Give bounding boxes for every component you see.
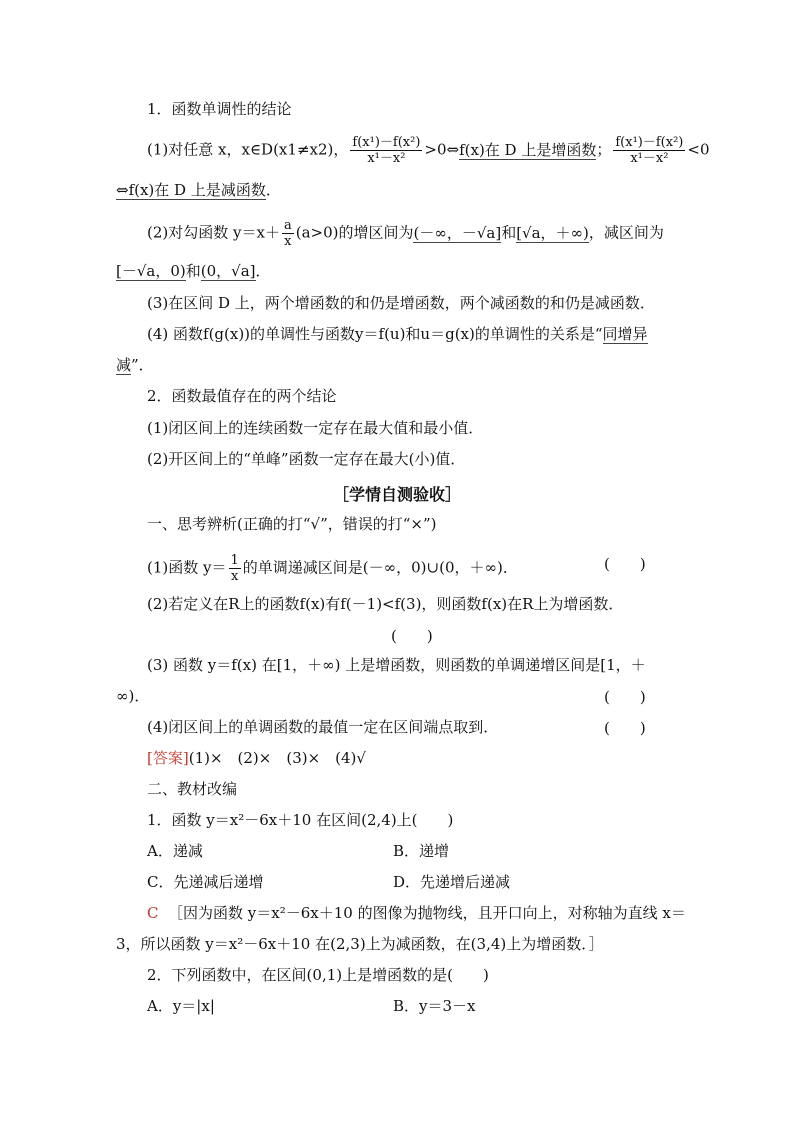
text: ≠x bbox=[296, 140, 318, 159]
fraction-3 bbox=[282, 218, 294, 249]
solution-line-2: 3，所以函数 y＝x²－6x＋10 在(2,3)上为减函数，在(3,4)上为增函数．］ bbox=[116, 935, 604, 953]
q1-item-1 bbox=[147, 553, 518, 584]
blank-fill: (－∞，－√a] bbox=[413, 223, 502, 242]
text: 和 bbox=[185, 262, 201, 280]
denominator: x¹－x² bbox=[630, 151, 669, 166]
line-1-1 bbox=[147, 135, 710, 166]
text: ，x bbox=[226, 140, 250, 159]
text: 2 bbox=[317, 140, 328, 159]
fraction-1 bbox=[350, 135, 422, 166]
text: 1 bbox=[287, 140, 297, 159]
choice-d: D．先递增后递减 bbox=[393, 873, 511, 891]
text: ∈D(x bbox=[249, 140, 288, 159]
numerator: a bbox=[283, 218, 292, 233]
numerator: f(x¹)－f(x²) bbox=[615, 135, 684, 150]
section-title-extrema: 2．函数最值存在的两个结论 bbox=[147, 387, 337, 405]
numerator: f(x¹)－f(x²) bbox=[352, 135, 421, 150]
text: ； bbox=[596, 140, 612, 159]
q2-problem-1: 1．函数 y＝x²－6x＋10 在区间(2,4)上( ) bbox=[147, 811, 454, 829]
choice-c: C．先递减后递增 bbox=[147, 873, 264, 891]
q1-title: 一、思考辨析(正确的打“√”，错误的打“×”) bbox=[147, 515, 437, 533]
text: ． bbox=[265, 181, 281, 199]
text: >0⇔ bbox=[424, 140, 460, 159]
extrema-line-1: (1)闭区间上的连续函数一定存在最大值和最小值． bbox=[147, 419, 484, 437]
solution-line-1 bbox=[147, 903, 686, 923]
answer-blank-2: ( ) bbox=[391, 627, 433, 645]
fraction-2 bbox=[613, 135, 685, 166]
blank-fill: [－√a，0) bbox=[116, 262, 186, 280]
choice-a: A．递减 bbox=[147, 842, 203, 860]
q1-answer bbox=[147, 748, 366, 768]
text: <0 bbox=[687, 140, 710, 159]
text: )， bbox=[327, 140, 349, 159]
text: ，减区间为 bbox=[588, 223, 664, 242]
blank-fill: ⇔f(x)在 D 上是减函数 bbox=[116, 181, 266, 199]
answer-blank-4: ( ) bbox=[604, 719, 646, 737]
q1-item-2: (2)若定义在R上的函数f(x)有f(－1)<f(3)，则函数f(x)在R上为增函数． bbox=[147, 595, 624, 613]
answer-blank-3: ( ) bbox=[604, 688, 646, 706]
denominator: x bbox=[230, 569, 239, 584]
solution-letter: C bbox=[147, 904, 159, 922]
q1-item-4: (4)闭区间上的单调函数的最值一定在区间端点取到． bbox=[147, 718, 499, 736]
answer-text: (1)× (2)× (3)× (4)√ bbox=[188, 749, 366, 767]
answer-blank-1: ( ) bbox=[604, 555, 646, 573]
choice-a-2: A．y＝|x| bbox=[147, 997, 215, 1015]
q2-problem-2: 2．下列函数中，在区间(0,1)上是增函数的是( ) bbox=[147, 966, 489, 984]
numerator: 1 bbox=[230, 553, 239, 568]
text: 和 bbox=[501, 223, 517, 242]
q2-title: 二、教材改编 bbox=[147, 780, 238, 798]
blank-fill: 同增异 bbox=[602, 325, 648, 343]
text: (1)函数 y＝ bbox=[147, 558, 227, 577]
text: ”． bbox=[131, 356, 154, 374]
answer-label: [答案] bbox=[147, 749, 189, 767]
line-1-2 bbox=[116, 180, 281, 200]
text: ． bbox=[255, 262, 271, 280]
choice-b: B．递增 bbox=[393, 842, 450, 860]
text: (4) 函数f(g(x))的单调性与函数y＝f(u)和u＝g(x)的单调性的关系是“ bbox=[147, 325, 603, 343]
solution-text: ［因为函数 y＝x²－6x＋10 的图像为抛物线，且开口向上，对称轴为直线 x＝ bbox=[168, 904, 686, 922]
blank-fill: f(x)在 D 上是增函数 bbox=[459, 140, 597, 159]
fraction-1-over-x bbox=[229, 553, 241, 584]
denominator: x bbox=[284, 234, 292, 249]
text: 的单调递减区间是(－∞，0)∪(0，＋∞)． bbox=[242, 558, 518, 577]
blank-fill: [√a，＋∞) bbox=[516, 223, 589, 242]
line-4-2 bbox=[116, 355, 154, 375]
text: (a>0)的增区间为 bbox=[295, 223, 414, 242]
text: (2)对勾函数 y＝x＋ bbox=[147, 223, 280, 242]
section-title-monotonicity: 1．函数单调性的结论 bbox=[147, 100, 292, 118]
q1-item-3: (3) 函数 y＝f(x) 在[1，＋∞) 上是增函数，则函数的单调递增区间是[1，＋ bbox=[147, 656, 646, 674]
line-3: (3)在区间 D 上，两个增函数的和仍是增函数，两个减函数的和仍是减函数． bbox=[147, 294, 655, 312]
blank-fill: 减 bbox=[116, 356, 132, 374]
blank-fill: (0，√a] bbox=[200, 262, 256, 280]
line-2-1 bbox=[147, 218, 664, 249]
denominator: x¹－x² bbox=[367, 151, 406, 166]
extrema-line-2: (2)开区间上的“单峰”函数一定存在最大(小)值． bbox=[147, 450, 466, 468]
q1-item-3-cont: ∞)． bbox=[116, 687, 150, 705]
line-2-2 bbox=[116, 261, 271, 281]
text: (1)对任意 x bbox=[147, 140, 227, 159]
line-4-1 bbox=[147, 324, 648, 344]
section-header-self-test: ［学情自测验收］ bbox=[332, 485, 461, 504]
choice-b-2: B．y＝3－x bbox=[393, 997, 476, 1015]
